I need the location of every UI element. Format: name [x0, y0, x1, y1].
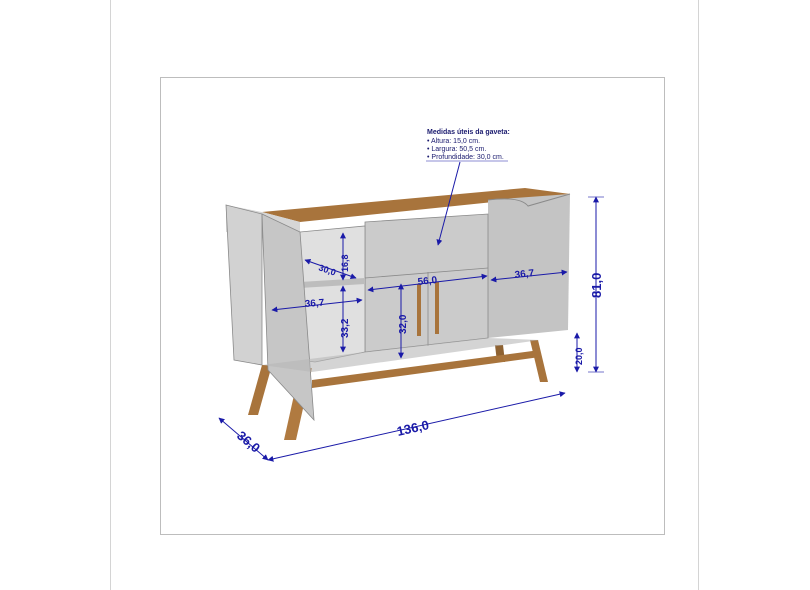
- center-width-label: 56,0: [417, 275, 438, 288]
- drawer-note: [427, 129, 510, 161]
- left-niche-width-label: 36,7: [304, 297, 325, 310]
- note-line-height: • Altura: 15,0 cm.: [427, 138, 481, 145]
- sideboard-body: [226, 188, 570, 420]
- leg-height-label: 20,0: [574, 347, 584, 365]
- lower-niche-label: 33,2: [340, 318, 351, 338]
- depth-label: 36,0: [234, 427, 264, 456]
- note-line-depth: • Profundidade: 30,0 cm.: [427, 154, 504, 161]
- upper-niche-label: 16,8: [340, 254, 350, 272]
- shelf-depth-label: 30,0: [317, 262, 338, 278]
- note-line-width: • Largura: 50,5 cm.: [427, 146, 487, 153]
- height-label: 81,0: [589, 272, 604, 298]
- right-width-label: 36,7: [514, 268, 535, 281]
- total-width-label: 136,0: [395, 417, 431, 439]
- door-height-label: 32,0: [398, 314, 409, 334]
- note-title: Medidas úteis da gaveta:: [427, 129, 510, 136]
